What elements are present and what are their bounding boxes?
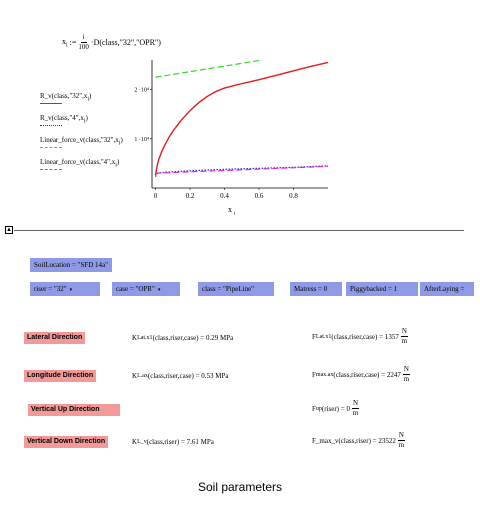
legend-swatch <box>40 147 62 148</box>
force-plot[interactable] <box>134 48 340 218</box>
y-tick-label: 1 ·10⁴ <box>134 136 149 143</box>
formula-lhs: $x_i$ <box>62 36 68 49</box>
vertical-up-direction-label: Vertical Up Direction <box>28 404 120 416</box>
dropdown-icon[interactable]: ▾ <box>69 288 73 293</box>
f-max-ax-result[interactable]: F max.ax (class,riser,case) = 2247 N m <box>312 365 410 383</box>
lateral-direction-label: Lateral Direction <box>24 332 85 344</box>
collapse-region-icon[interactable]: ▲ <box>6 227 12 233</box>
legend-swatch <box>40 169 62 170</box>
after-laying-variable[interactable]: AfterLaying = <box>420 282 474 296</box>
class-variable[interactable]: class = "PipeLine" <box>198 282 274 296</box>
x-tick-label: 0.4 <box>220 192 229 200</box>
formula-assign: := <box>69 38 77 47</box>
f-max-v-result[interactable]: F_max_v(class,riser) = 23522 N m <box>312 431 405 449</box>
legend-swatch <box>40 125 62 126</box>
k-ax-result[interactable]: K L.ax (class,riser,case) = 0.53 MPa <box>132 372 229 380</box>
f-lat-result[interactable]: F Lat.x1 (class,riser,case) = 1357 N m <box>312 327 408 345</box>
figure-caption: Soil parameters <box>197 480 283 494</box>
x-tick-label: 0 <box>153 192 158 200</box>
unit-n-per-m: N m <box>398 431 405 449</box>
x-axis-label-sub: i <box>234 212 236 217</box>
vertical-down-direction-label: Vertical Down Direction <box>24 436 108 448</box>
f-up-result[interactable]: F up (riser) = 0 N m <box>312 399 359 417</box>
region-separator <box>14 230 464 231</box>
legend-item-linear-force-32[interactable]: $Linear\_force\_v(class,"32",x_i)$ <box>40 136 123 147</box>
formula-fraction: $\frac{i}{100}$ <box>78 33 89 51</box>
case-variable[interactable]: case = "OPR" ▾ <box>112 282 180 296</box>
formula-rhs: ·D(class,"32","OPR") <box>90 38 161 47</box>
unit-n-per-m: N m <box>352 399 359 417</box>
riser-variable[interactable]: riser = "32" ▾ <box>30 282 100 296</box>
x-tick-label: 0.6 <box>254 192 264 200</box>
piggybacked-variable[interactable]: Piggybacked = 1 <box>346 282 418 296</box>
unit-n-per-m: N m <box>401 327 408 345</box>
series-line-3 <box>155 166 328 173</box>
x-axis-label: x <box>228 205 232 214</box>
k-lat-result[interactable]: K Lat.x1 (class,riser,case) = 0.29 MPa <box>132 334 234 342</box>
dropdown-icon[interactable]: ▾ <box>157 288 161 293</box>
longitude-direction-label: Longitude Direction <box>24 370 96 382</box>
y-tick-label: 2 ·10⁴ <box>134 87 149 94</box>
unit-n-per-m: N m <box>403 365 410 383</box>
legend-item-r-v-32[interactable]: $R\_v(class,"32",x_i)$ <box>40 92 92 103</box>
series-line-0 <box>155 62 328 175</box>
legend-item-linear-force-4[interactable]: $Linear\_force\_v(class,"4",x_i)$ <box>40 158 120 169</box>
chart-legend <box>40 92 148 180</box>
x-tick-label: 0.2 <box>185 192 195 200</box>
mattress-variable[interactable]: Matress = 0 <box>290 282 342 296</box>
x-tick-label: 0.8 <box>289 192 298 200</box>
legend-item-r-v-4[interactable]: $R\_v(class,"4",x_i)$ <box>40 114 88 125</box>
legend-swatch <box>40 103 62 104</box>
k-v-result[interactable]: K L_v (class,riser) = 7.61 MPa <box>132 438 214 446</box>
soil-location-variable[interactable]: SoilLocation = "SFD 14a" <box>30 258 112 272</box>
series-line-2 <box>155 60 262 77</box>
